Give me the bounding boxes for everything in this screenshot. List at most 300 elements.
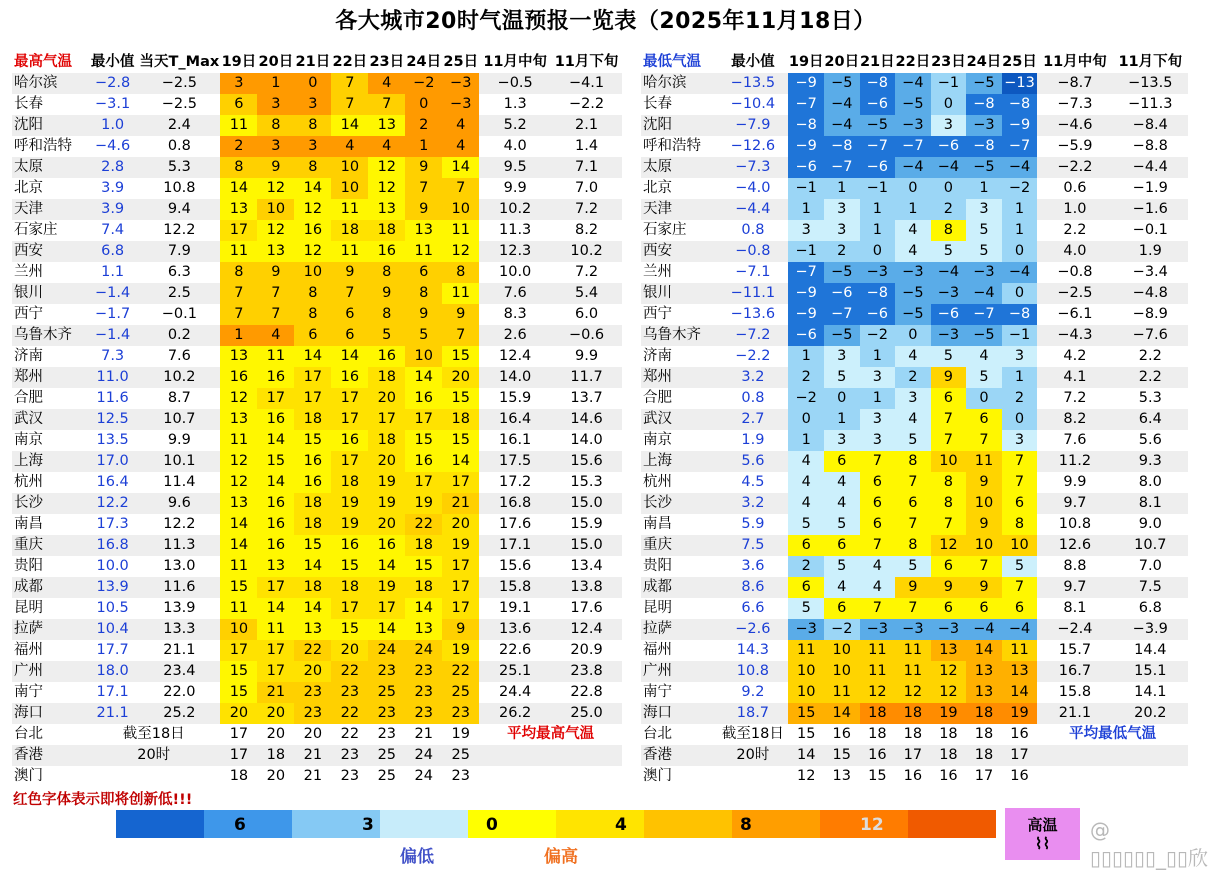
day-temp-cell: 12 xyxy=(442,241,479,262)
day-temp-cell: 19 xyxy=(368,577,405,598)
day-temp-cell: 20 xyxy=(266,726,286,742)
table-row xyxy=(641,556,1188,577)
value-cell: 8.1 xyxy=(1063,600,1087,616)
day-temp-cell: 4 xyxy=(368,136,405,157)
day-temp-cell: 10 xyxy=(257,199,294,220)
day-temp-cell: 14 xyxy=(442,451,479,472)
table-row xyxy=(641,220,1188,241)
min-value-cell: 11.6 xyxy=(96,390,129,406)
day-temp-cell: 13 xyxy=(368,199,405,220)
day-temp-cell: 5 xyxy=(824,556,860,577)
value-cell: −2.5 xyxy=(138,73,220,94)
day-temp-cell: 14 xyxy=(331,346,368,367)
day-temp-cell: 15 xyxy=(824,745,860,766)
value-cell: −1.6 xyxy=(1113,199,1188,220)
day-temp-cell: −3 xyxy=(442,73,479,94)
day-temp-cell: 3 xyxy=(824,220,860,241)
city-cell: 哈尔滨 xyxy=(12,73,87,94)
day-temp-cell: 5 xyxy=(931,241,967,262)
day-temp-cell: 15 xyxy=(294,430,331,451)
day-temp-cell: 7 xyxy=(220,304,257,325)
day-temp-cell: 3 xyxy=(788,220,824,241)
day-temp-cell: 6 xyxy=(788,577,824,598)
day-temp-cell: 1 xyxy=(788,430,824,451)
city-cell: 北京 xyxy=(14,180,43,196)
day-temp-cell: 4 xyxy=(331,136,368,157)
city-cell: 香港 xyxy=(12,745,87,766)
day-temp-cell: −3 xyxy=(966,262,1002,283)
day-temp-cell: −6 xyxy=(860,157,896,178)
day-temp-cell: 15 xyxy=(331,619,368,640)
day-temp-cell: −9 xyxy=(1002,115,1038,136)
value-cell: 21.1 xyxy=(163,642,196,658)
day-temp-cell: 14 xyxy=(442,157,479,178)
header-cell: 20日 xyxy=(258,54,294,70)
day-temp-cell: 23 xyxy=(405,661,442,682)
day-temp-cell: 25 xyxy=(368,682,405,703)
day-temp-cell: 14 xyxy=(257,598,294,619)
day-temp-cell: 3 xyxy=(220,73,257,94)
city-cell: 沈阳 xyxy=(12,115,87,136)
table-row xyxy=(641,262,1188,283)
day-temp-cell: 1 xyxy=(788,199,824,220)
day-temp-cell: 3 xyxy=(860,409,896,430)
day-temp-cell: 17 xyxy=(442,556,479,577)
value-cell: 4.2 xyxy=(1063,348,1087,364)
city-cell: 石家庄 xyxy=(643,222,687,238)
header-cell: 22日 xyxy=(895,54,931,70)
day-temp-cell: 18 xyxy=(294,514,331,535)
table-row xyxy=(12,724,622,745)
day-temp-cell: 17 xyxy=(220,640,257,661)
value-cell: 14.4 xyxy=(1134,642,1167,658)
day-temp-cell: −3 xyxy=(895,262,931,283)
day-temp-cell: 7 xyxy=(895,598,931,619)
day-temp-cell: 20 xyxy=(442,367,479,388)
day-temp-cell: 7 xyxy=(860,451,896,472)
day-temp-cell: 9 xyxy=(405,304,442,325)
table-row xyxy=(12,262,622,283)
min-value-cell: 3.2 xyxy=(717,367,788,388)
table-row xyxy=(641,619,1188,640)
day-temp-cell: 16 xyxy=(331,535,368,556)
min-value-cell: 17.1 xyxy=(96,684,129,700)
day-temp-cell: −6 xyxy=(931,136,967,157)
day-temp-cell: 23 xyxy=(368,703,405,724)
day-temp-cell: 6 xyxy=(966,409,1002,430)
value-cell: 25.2 xyxy=(138,703,220,724)
table-row xyxy=(12,745,622,766)
table-row xyxy=(12,346,622,367)
day-temp-cell: 4 xyxy=(368,73,405,94)
day-temp-cell: 18 xyxy=(966,703,1002,724)
value-cell: 15.3 xyxy=(570,474,603,490)
record-low-note: 红色字体表示即将创新低!!! xyxy=(13,792,193,808)
day-temp-cell: 3 xyxy=(895,388,931,409)
value-cell: 9.7 xyxy=(1037,577,1112,598)
day-temp-cell: −4 xyxy=(895,157,931,178)
day-temp-cell: 0 xyxy=(1002,409,1038,430)
day-temp-cell: 18 xyxy=(229,768,249,784)
value-cell: 19.1 xyxy=(499,600,532,616)
city-cell: 银川 xyxy=(12,283,87,304)
day-temp-cell: 10 xyxy=(1002,535,1038,556)
table-row xyxy=(12,535,622,556)
day-temp-cell: −7 xyxy=(824,157,860,178)
day-temp-cell: 17 xyxy=(442,598,479,619)
day-temp-cell: 25 xyxy=(377,768,397,784)
day-temp-cell: −5 xyxy=(966,325,1002,346)
min-value-cell: 13.5 xyxy=(96,432,129,448)
day-temp-cell: 6 xyxy=(405,262,442,283)
day-temp-cell: 23 xyxy=(294,682,331,703)
day-temp-cell: 17 xyxy=(257,640,294,661)
day-temp-cell: −1 xyxy=(931,73,967,94)
day-temp-cell: 7 xyxy=(966,556,1002,577)
value-cell: 2.1 xyxy=(551,115,622,136)
value-cell: 2.2 xyxy=(1113,367,1188,388)
min-value-cell: −1.4 xyxy=(87,283,138,304)
day-temp-cell: 3 xyxy=(860,367,896,388)
value-cell: 8.3 xyxy=(503,306,527,322)
value-cell: 8.1 xyxy=(1113,493,1188,514)
value-cell: 8.2 xyxy=(575,222,599,238)
value-cell: 0.6 xyxy=(1063,180,1087,196)
day-temp-cell: 7 xyxy=(931,430,967,451)
value-cell xyxy=(1113,766,1188,787)
min-value-cell: −2.8 xyxy=(87,73,138,94)
value-cell: 25.1 xyxy=(479,661,551,682)
value-cell xyxy=(1037,745,1112,766)
city-cell: 长沙 xyxy=(12,493,87,514)
header-cell: 24日 xyxy=(406,54,442,70)
day-temp-cell: 8 xyxy=(895,451,931,472)
min-value-cell: 9.2 xyxy=(741,684,765,700)
city-cell: 郑州 xyxy=(641,367,717,388)
day-temp-cell: 4 xyxy=(788,451,824,472)
day-temp-cell: 7 xyxy=(1002,472,1038,493)
value-cell: −4.3 xyxy=(1037,325,1112,346)
city-cell: 福州 xyxy=(14,642,43,658)
city-cell: 合肥 xyxy=(643,390,672,406)
day-temp-cell: 12 xyxy=(931,661,967,682)
min-value-cell: 16.8 xyxy=(87,535,138,556)
table-row xyxy=(12,388,622,409)
day-temp-cell: 12 xyxy=(220,472,257,493)
day-temp-cell: 24 xyxy=(405,745,442,766)
city-cell: 拉萨 xyxy=(12,619,87,640)
value-cell: 15.0 xyxy=(551,493,622,514)
day-temp-cell: 14 xyxy=(220,178,257,199)
day-temp-cell: 15 xyxy=(405,430,442,451)
day-temp-cell: 15 xyxy=(442,346,479,367)
day-temp-cell: 4 xyxy=(860,577,896,598)
day-temp-cell: 15 xyxy=(442,388,479,409)
day-temp-cell: 11 xyxy=(442,283,479,304)
legend-label-12: 12 xyxy=(860,815,884,835)
table-row xyxy=(12,73,622,94)
day-temp-cell: 11 xyxy=(220,430,257,451)
day-temp-cell: 0 xyxy=(405,94,442,115)
day-temp-cell: 11 xyxy=(257,346,294,367)
day-temp-cell: 23 xyxy=(294,703,331,724)
day-temp-cell: 4 xyxy=(824,493,860,514)
value-cell: 17.5 xyxy=(479,451,551,472)
day-temp-cell: −1 xyxy=(1002,325,1038,346)
day-temp-cell: 9 xyxy=(405,199,442,220)
value-cell: −2.4 xyxy=(1037,619,1112,640)
value-cell: 7.6 xyxy=(479,283,551,304)
value-cell: 9.9 xyxy=(1063,474,1087,490)
day-temp-cell: −7 xyxy=(895,136,931,157)
min-value-cell: 5.6 xyxy=(717,451,788,472)
value-cell: 1.3 xyxy=(503,96,527,112)
value-cell: 12.4 xyxy=(551,619,622,640)
day-temp-cell: 10 xyxy=(824,640,860,661)
value-cell: 7.2 xyxy=(551,199,622,220)
logo xyxy=(1005,808,1080,860)
day-temp-cell: 8 xyxy=(895,535,931,556)
day-temp-cell: 4 xyxy=(895,409,931,430)
thermometer-icon: ⌇⌇ xyxy=(1034,834,1051,853)
table-row xyxy=(641,724,1188,745)
min-value-cell: −13.6 xyxy=(730,306,776,322)
header-cell: 19日 xyxy=(788,54,824,70)
day-temp-cell: 13 xyxy=(832,768,851,784)
day-temp-cell: −8 xyxy=(1002,94,1038,115)
day-temp-cell: 8 xyxy=(931,472,967,493)
value-cell: 7.6 xyxy=(167,348,191,364)
header-cell: 当天T_Max xyxy=(139,54,220,70)
day-temp-cell: 7 xyxy=(220,283,257,304)
day-temp-cell: −7 xyxy=(788,262,824,283)
day-temp-cell: −4 xyxy=(966,283,1002,304)
value-cell: 17.1 xyxy=(479,535,551,556)
day-temp-cell: −2 xyxy=(1002,178,1038,199)
min-temp-table xyxy=(641,52,1188,787)
day-temp-cell: 17 xyxy=(331,388,368,409)
day-temp-cell: 3 xyxy=(824,199,860,220)
day-temp-cell: 5 xyxy=(405,325,442,346)
day-temp-cell: −3 xyxy=(931,325,967,346)
value-cell: −5.9 xyxy=(1057,138,1093,154)
table-row xyxy=(12,430,622,451)
day-temp-cell: 7 xyxy=(442,178,479,199)
day-temp-cell: 21 xyxy=(257,682,294,703)
day-temp-cell: 14 xyxy=(405,367,442,388)
value-cell: 15.7 xyxy=(1058,642,1092,658)
city-cell: 西宁 xyxy=(14,306,43,322)
day-temp-cell: 23 xyxy=(377,726,397,742)
day-temp-cell: 23 xyxy=(405,682,442,703)
day-temp-cell: 12 xyxy=(368,178,405,199)
min-value-cell: 7.4 xyxy=(101,222,125,238)
day-temp-cell: 18 xyxy=(895,703,931,724)
min-value-cell: −0.8 xyxy=(717,241,788,262)
legend-label-4: 4 xyxy=(615,815,627,835)
city-cell: 呼和浩特 xyxy=(14,138,72,154)
day-temp-cell: 8 xyxy=(1002,514,1038,535)
city-cell: 广州 xyxy=(12,661,87,682)
value-cell: 8.8 xyxy=(1063,558,1087,574)
day-temp-cell: 2 xyxy=(895,367,931,388)
day-temp-cell: 13 xyxy=(220,493,257,514)
day-temp-cell: 1 xyxy=(824,409,860,430)
day-temp-cell: 13 xyxy=(257,556,294,577)
day-temp-cell: 9 xyxy=(966,514,1002,535)
city-cell: 昆明 xyxy=(643,600,672,616)
day-temp-cell: 2 xyxy=(788,556,824,577)
day-temp-cell: 9 xyxy=(895,577,931,598)
day-temp-cell: −7 xyxy=(824,304,860,325)
day-temp-cell: 13 xyxy=(220,199,257,220)
day-temp-cell: 8 xyxy=(220,262,257,283)
city-cell: 合肥 xyxy=(14,390,43,406)
day-temp-cell: 3 xyxy=(1002,346,1038,367)
day-temp-cell: 16 xyxy=(368,535,405,556)
value-cell: −3.9 xyxy=(1113,619,1188,640)
day-temp-cell: 22 xyxy=(340,726,360,742)
day-temp-cell: 4 xyxy=(788,472,824,493)
value-cell: 11.6 xyxy=(138,577,220,598)
day-temp-cell: 7 xyxy=(860,535,896,556)
day-temp-cell: 19 xyxy=(1002,703,1038,724)
logo-text: 高温 xyxy=(1027,816,1058,834)
table-row xyxy=(12,619,622,640)
table-row xyxy=(641,325,1188,346)
value-cell: 11.4 xyxy=(163,474,196,490)
day-temp-cell: 13 xyxy=(966,682,1002,703)
day-temp-cell: −4 xyxy=(966,619,1002,640)
day-temp-cell: 3 xyxy=(860,430,896,451)
day-temp-cell: −5 xyxy=(895,283,931,304)
header-cell: 最低气温 xyxy=(643,54,701,70)
day-temp-cell: 21 xyxy=(442,493,479,514)
day-temp-cell: 17 xyxy=(405,409,442,430)
city-cell: 南京 xyxy=(643,432,672,448)
day-temp-cell: 2 xyxy=(1002,388,1038,409)
city-cell: 海口 xyxy=(12,703,87,724)
day-temp-cell: 4 xyxy=(895,346,931,367)
day-temp-cell: 17 xyxy=(220,220,257,241)
city-cell: 拉萨 xyxy=(641,619,717,640)
header-cell: 22日 xyxy=(332,54,368,70)
min-value-cell: 17.0 xyxy=(87,451,138,472)
day-temp-cell: 7 xyxy=(1002,451,1038,472)
min-value-cell: 2.7 xyxy=(717,409,788,430)
day-temp-cell: 9 xyxy=(966,472,1002,493)
table-row xyxy=(641,178,1188,199)
day-temp-cell: −2 xyxy=(860,325,896,346)
value-cell: 12.2 xyxy=(163,222,196,238)
day-temp-cell: −7 xyxy=(788,94,824,115)
day-temp-cell: 9 xyxy=(331,262,368,283)
value-cell: −8.4 xyxy=(1113,115,1188,136)
day-temp-cell: 17 xyxy=(229,726,249,742)
day-temp-cell: 13 xyxy=(405,220,442,241)
day-temp-cell: −5 xyxy=(966,73,1002,94)
day-temp-cell: 11 xyxy=(895,661,931,682)
value-cell: 9.7 xyxy=(1037,493,1112,514)
city-cell: 长沙 xyxy=(641,493,717,514)
table-row xyxy=(12,514,622,535)
day-temp-cell: −4 xyxy=(931,157,967,178)
value-cell: 10.2 xyxy=(551,241,622,262)
day-temp-cell: 18 xyxy=(368,220,405,241)
day-temp-cell: 24 xyxy=(405,640,442,661)
day-temp-cell: 20 xyxy=(331,640,368,661)
value-cell: 13.3 xyxy=(138,619,220,640)
header-cell: 25日 xyxy=(443,54,479,70)
day-temp-cell: −3 xyxy=(860,262,896,283)
value-cell xyxy=(479,745,551,766)
day-temp-cell: 0 xyxy=(895,325,931,346)
header-cell: 23日 xyxy=(931,54,966,70)
city-cell: 西安 xyxy=(12,241,87,262)
value-cell: −1.9 xyxy=(1132,180,1168,196)
day-temp-cell: −4 xyxy=(895,73,931,94)
city-cell: 上海 xyxy=(12,451,87,472)
day-temp-cell: 16 xyxy=(939,768,958,784)
day-temp-cell: 10 xyxy=(966,493,1002,514)
day-temp-cell: 16 xyxy=(405,451,442,472)
value-cell xyxy=(138,766,220,787)
day-temp-cell: 7 xyxy=(895,514,931,535)
day-temp-cell: 16 xyxy=(220,367,257,388)
day-temp-cell: 9 xyxy=(368,283,405,304)
value-cell: −0.5 xyxy=(479,73,551,94)
day-temp-cell: 15 xyxy=(257,451,294,472)
value-cell: 20.9 xyxy=(570,642,603,658)
day-temp-cell: 14 xyxy=(405,598,442,619)
legend-swatch xyxy=(908,810,996,838)
city-cell: 乌鲁木齐 xyxy=(12,325,87,346)
day-temp-cell: 17 xyxy=(974,768,994,784)
day-temp-cell: 12 xyxy=(294,199,331,220)
day-temp-cell: 16 xyxy=(294,472,331,493)
table-row xyxy=(641,157,1188,178)
day-temp-cell: 11 xyxy=(331,199,368,220)
day-temp-cell: 13 xyxy=(257,241,294,262)
city-cell: 兰州 xyxy=(14,264,43,280)
min-value-cell: −4.4 xyxy=(717,199,788,220)
day-temp-cell: −6 xyxy=(788,157,824,178)
day-temp-cell: 17 xyxy=(257,661,294,682)
table-row xyxy=(641,745,1188,766)
value-cell: 7.0 xyxy=(575,180,599,196)
value-cell: 4.0 xyxy=(1037,241,1112,262)
day-temp-cell: 15 xyxy=(220,661,257,682)
day-temp-cell: 6 xyxy=(1002,598,1038,619)
day-temp-cell: 17 xyxy=(294,388,331,409)
legend-swatch xyxy=(116,810,204,838)
header-cell: 21日 xyxy=(295,54,331,70)
day-temp-cell: −3 xyxy=(788,619,824,640)
day-temp-cell: 7 xyxy=(966,430,1002,451)
day-temp-cell: 1 xyxy=(860,388,896,409)
day-temp-cell: 14 xyxy=(294,556,331,577)
day-temp-cell: 20 xyxy=(294,661,331,682)
value-cell: 6.4 xyxy=(1113,409,1188,430)
value-cell: 7.1 xyxy=(551,157,622,178)
day-temp-cell: 2 xyxy=(220,136,257,157)
day-temp-cell: 9 xyxy=(257,157,294,178)
table-row xyxy=(641,73,1188,94)
day-temp-cell: 8 xyxy=(368,262,405,283)
day-temp-cell: 4 xyxy=(824,472,860,493)
day-temp-cell: −9 xyxy=(788,304,824,325)
day-temp-cell: 0 xyxy=(966,388,1002,409)
